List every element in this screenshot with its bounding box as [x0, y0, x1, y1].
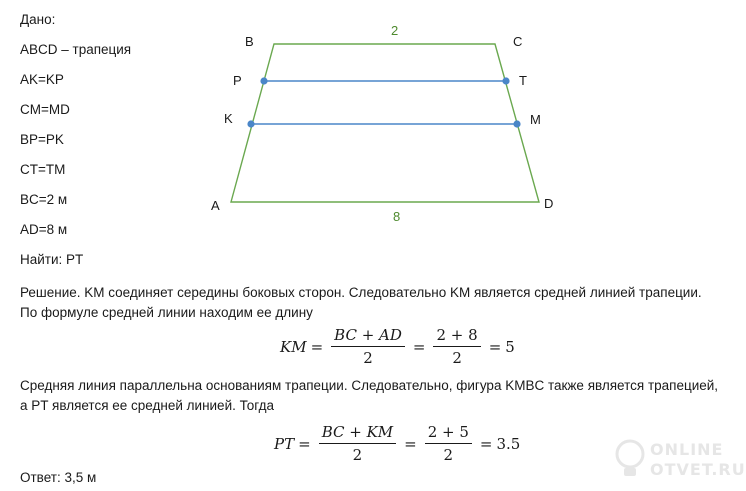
denominator: 2: [352, 446, 363, 464]
label-m: M: [530, 112, 541, 127]
label-a: A: [211, 198, 220, 213]
formula-pt-lhs: PT: [274, 434, 295, 453]
top-base-length: 2: [391, 23, 399, 38]
given-heading: Дано:: [20, 12, 56, 27]
denominator: 2: [443, 446, 454, 464]
denominator: 2: [363, 349, 373, 367]
numerator: BC + AD: [331, 326, 405, 347]
fraction: [433, 326, 480, 367]
given-line: ABCD – трапеция: [20, 42, 132, 57]
label-k: K: [224, 111, 233, 126]
label-p: P: [233, 73, 242, 88]
formula-km-lhs: KM: [280, 337, 307, 356]
numerator: BC + KM: [319, 423, 396, 444]
given-line: AK=KP: [20, 72, 64, 87]
given-line: CM=MD: [20, 102, 70, 117]
given-line: BC=2 м: [20, 192, 68, 207]
equals-sign: =: [412, 337, 426, 356]
formula-pt: [274, 423, 520, 464]
answer-line: Ответ: 3,5 м: [20, 470, 97, 485]
numerator: 2 + 8: [433, 326, 480, 347]
equals-sign: =: [310, 337, 324, 356]
label-b: B: [245, 34, 254, 49]
point-t: [502, 77, 509, 84]
watermark-line-1: ONLINE: [650, 440, 724, 459]
point-k: [247, 120, 254, 127]
solution-paragraph-2: Средняя линия параллельна основаниям трапеции. Следовательно, фигура KMBC также является трапецией, а PT является ее средней линией. Тогда: [20, 378, 719, 413]
denominator: 2: [452, 349, 462, 367]
equals-sign: =: [298, 434, 311, 453]
fraction: [425, 423, 472, 464]
given-line: BP=PK: [20, 132, 64, 147]
formula-km-result: 5: [505, 337, 515, 356]
find-line: Найти: PT: [20, 252, 84, 267]
equals-sign: =: [479, 434, 493, 453]
fraction: [319, 423, 396, 464]
bottom-base-length: 8: [393, 209, 401, 224]
given-line: AD=8 м: [20, 222, 68, 237]
equals-sign: =: [488, 337, 502, 356]
numerator: 2 + 5: [425, 423, 472, 444]
formula-pt-result: 3.5: [496, 434, 521, 453]
equals-sign: =: [404, 434, 417, 453]
trapezoid-outline: [231, 44, 539, 202]
point-m: [513, 120, 520, 127]
given-line: CT=TM: [20, 162, 66, 177]
label-c: C: [513, 34, 523, 49]
label-d: D: [544, 196, 554, 211]
point-p: [260, 77, 267, 84]
watermark-line-2: OTVET.RU: [650, 460, 746, 479]
label-t: T: [519, 73, 527, 88]
fraction: [331, 326, 405, 367]
formula-km: [280, 326, 515, 367]
solution-paragraph-1: Решение. KM соединяет середины боковых сторон. Следовательно KM является средней линией трапеции. По формуле средней линии находим ее длину: [20, 285, 702, 320]
